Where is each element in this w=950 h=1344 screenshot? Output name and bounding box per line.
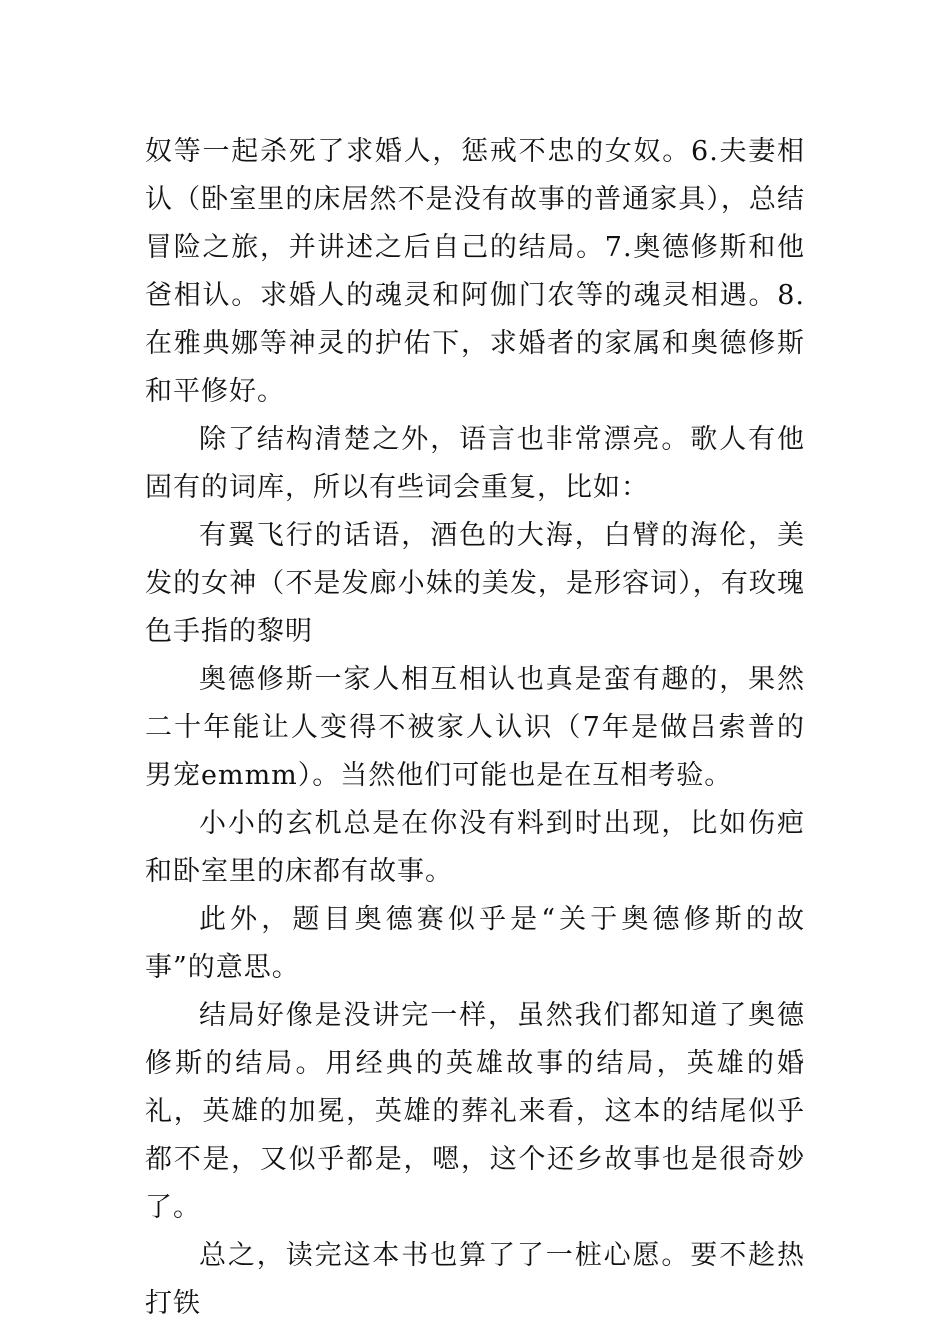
document-body bbox=[145, 128, 805, 1328]
paragraph-8: 总之，读完这本书也算了了一桩心愿。要不趁热打铁 bbox=[145, 1240, 805, 1319]
paragraph-3: 有翼飞行的话语，酒色的大海，白臂的海伦，美发的女神（不是发廊小妹的美发，是形容词），有玫瑰色手指的黎明 bbox=[145, 520, 805, 647]
paragraph-7: 结局好像是没讲完一样，虽然我们都知道了奥德修斯的结局。用经典的英雄故事的结局，英雄的婚礼，英雄的加冕，英雄的葬礼来看，这本的结尾似乎都不是，又似乎都是，嗯，这个还乡故事也是很奇妙了。 bbox=[145, 1000, 805, 1223]
paragraph-5: 小小的玄机总是在你没有料到时出现，比如伤疤和卧室里的床都有故事。 bbox=[145, 808, 805, 887]
paragraph-4: 奥德修斯一家人相互相认也真是蛮有趣的，果然二十年能让人变得不被家人认识（7年是做吕索普的男宠emmm）。当然他们可能也是在互相考验。 bbox=[145, 664, 805, 791]
paragraph-2: 除了结构清楚之外，语言也非常漂亮。歌人有他固有的词库，所以有些词会重复，比如： bbox=[145, 424, 805, 503]
paragraph-1: 奴等一起杀死了求婚人，惩戒不忠的女奴。6.夫妻相认（卧室里的床居然不是没有故事的普通家具），总结冒险之旅，并讲述之后自己的结局。7.奥德修斯和他爸相认。求婚人的魂灵和阿伽门农等的魂灵相遇。8.在雅典娜等神灵的护佑下，求婚者的家属和奥德修斯和平修好。 bbox=[145, 136, 805, 407]
paragraph-6: 此外，题目奥德赛似乎是“关于奥德修斯的故事”的意思。 bbox=[145, 904, 805, 983]
